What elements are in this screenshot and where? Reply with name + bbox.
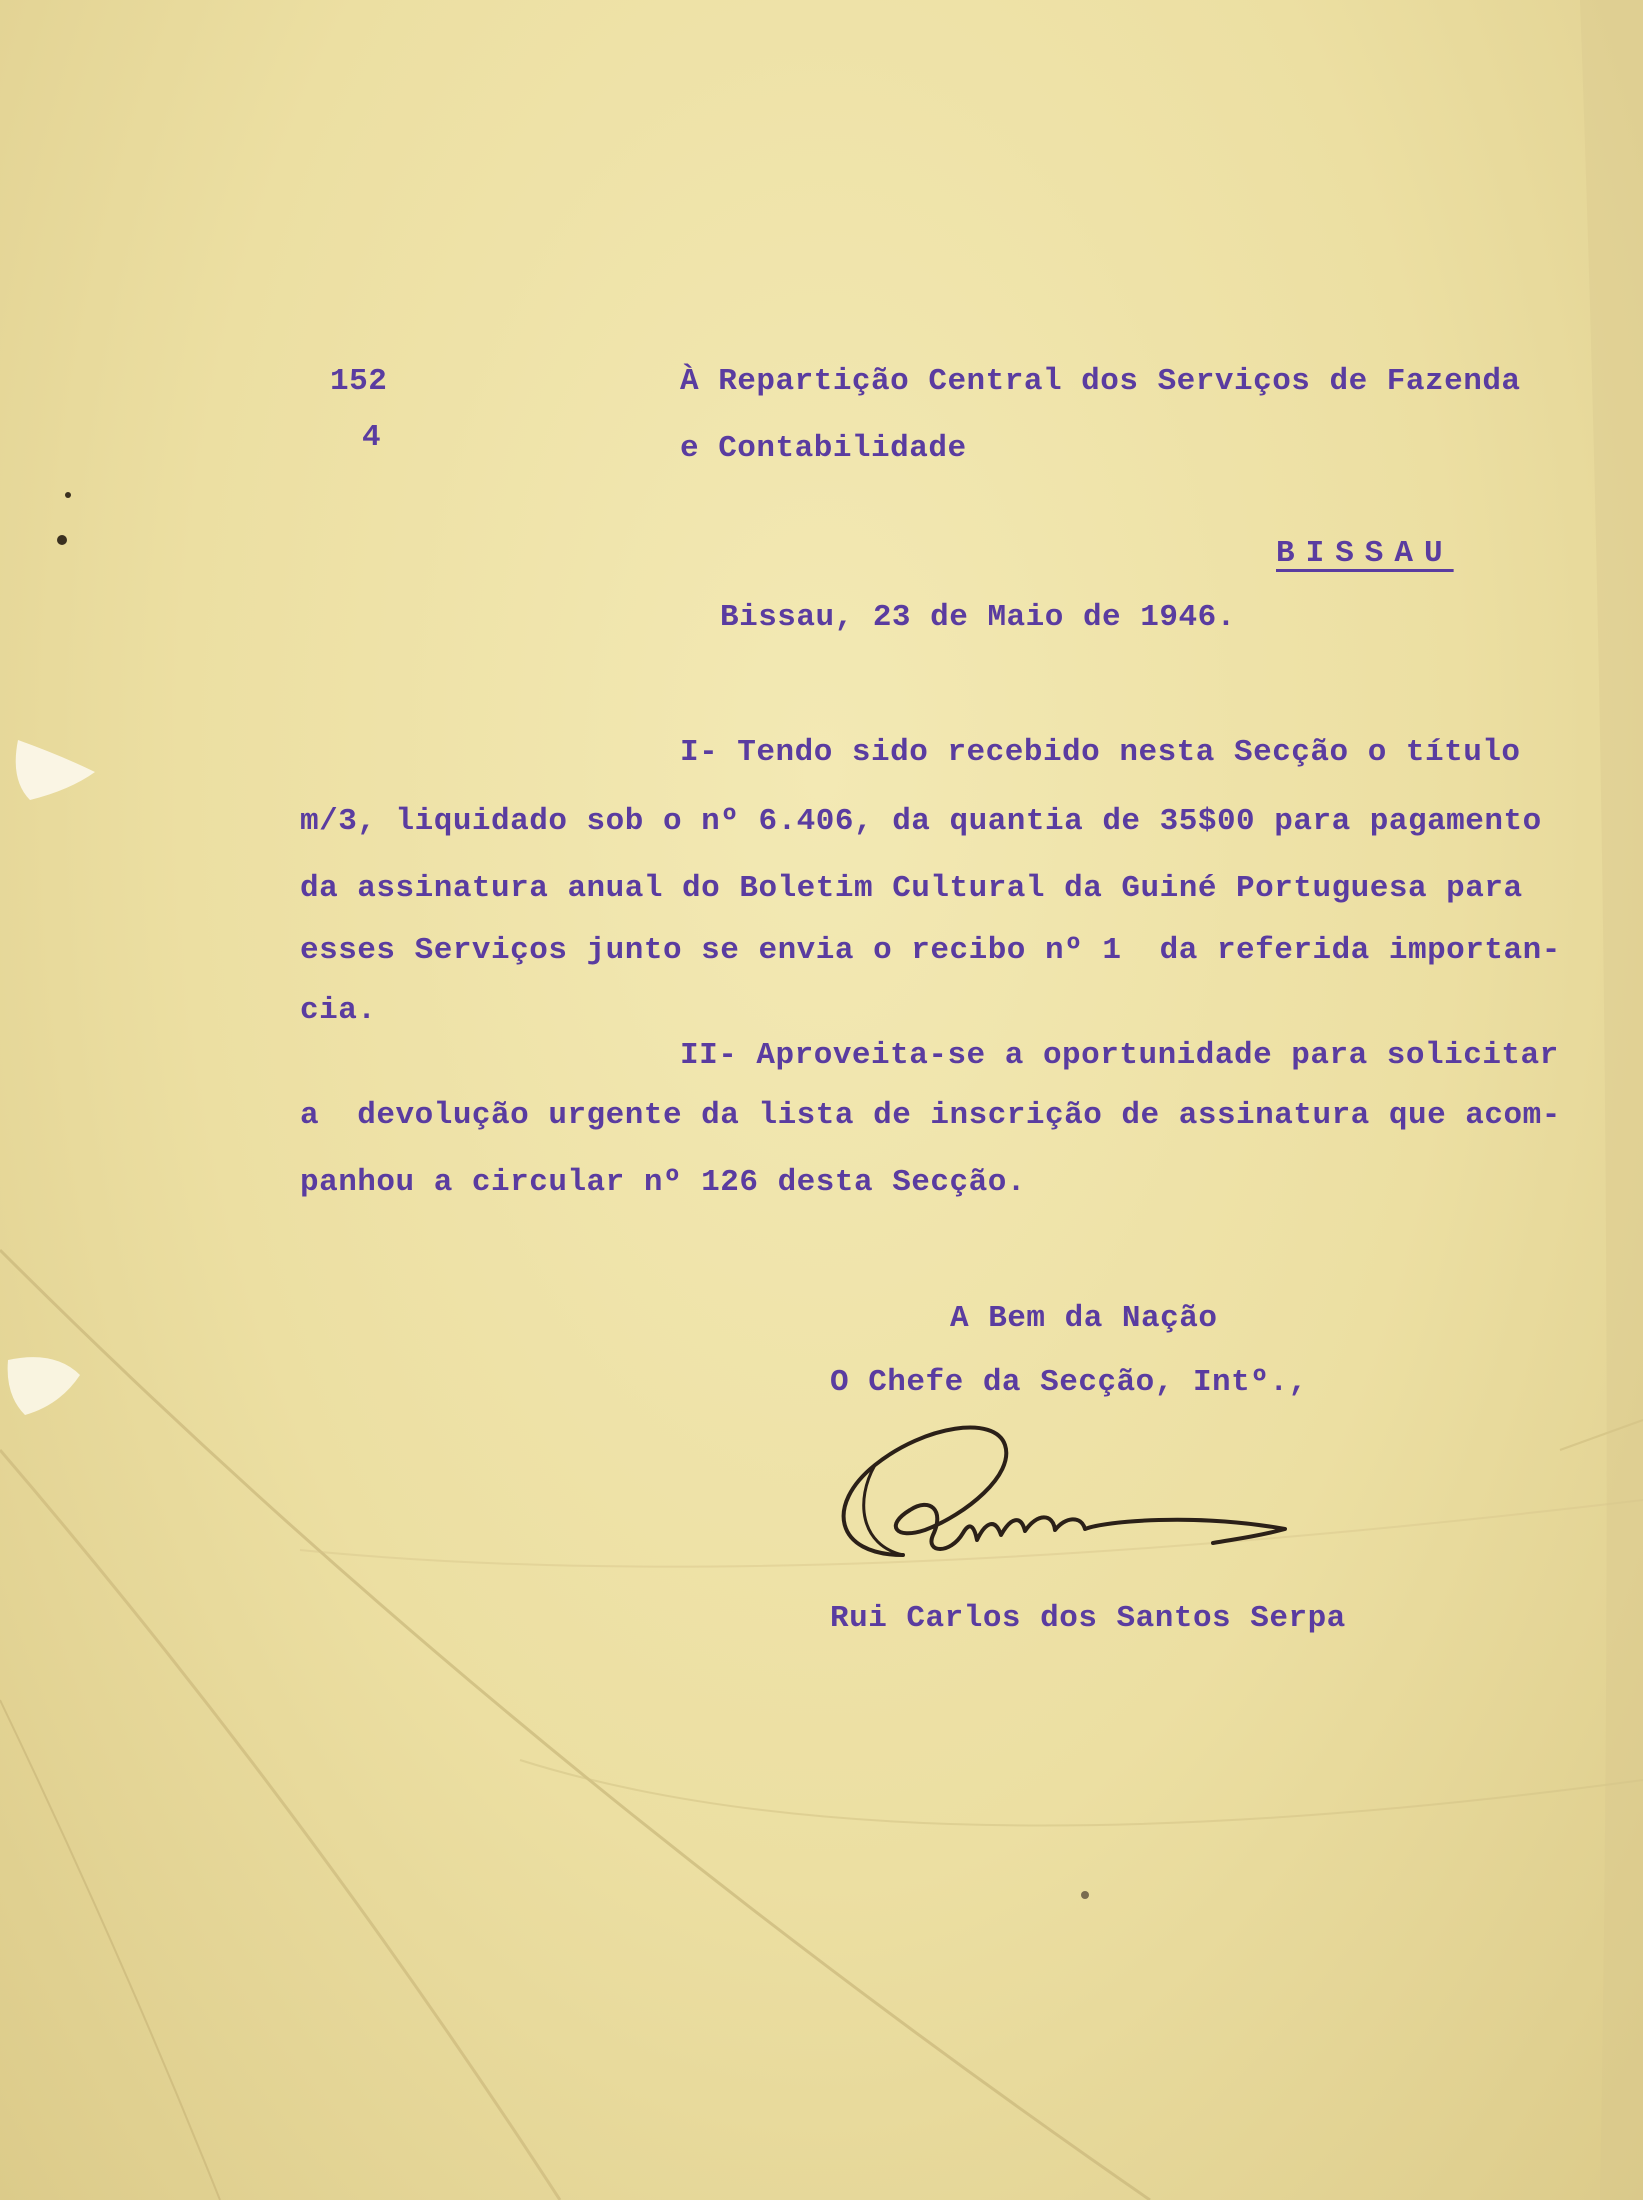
paragraph-1-line: m/3, liquidado sob o nº 6.406, da quantia de 35$00 para pagamento <box>300 804 1542 839</box>
closing-title: O Chefe da Secção, Intº., <box>830 1365 1308 1400</box>
paragraph-1-line: I- Tendo sido recebido nesta Secção o título <box>680 735 1521 770</box>
paragraph-1-line: cia. <box>300 993 377 1028</box>
paragraph-2-line: II- Aproveita-se a oportunidade para solicitar <box>680 1038 1559 1073</box>
addressee-line-1: À Repartição Central dos Serviços de Fazenda <box>680 364 1521 399</box>
paragraph-2-line: a devolução urgente da lista de inscrição de assinatura que acom- <box>300 1098 1561 1133</box>
signatory-name: Rui Carlos dos Santos Serpa <box>830 1601 1346 1636</box>
paragraph-2-line: panhou a circular nº 126 desta Secção. <box>300 1165 1026 1200</box>
handwritten-signature <box>815 1405 1295 1585</box>
addressee-city: BISSAU <box>1276 536 1454 571</box>
paragraph-1-line: esses Serviços junto se envia o recibo nº 1 da referida importan- <box>300 933 1561 968</box>
reference-number: 152 <box>330 364 388 399</box>
addressee-line-2: e Contabilidade <box>680 431 967 466</box>
date-line: Bissau, 23 de Maio de 1946. <box>720 600 1236 635</box>
reference-sub-number: 4 <box>362 420 382 455</box>
closing-salutation: A Bem da Nação <box>950 1301 1218 1336</box>
paragraph-1-line: da assinatura anual do Boletim Cultural da Guiné Portuguesa para <box>300 871 1523 906</box>
